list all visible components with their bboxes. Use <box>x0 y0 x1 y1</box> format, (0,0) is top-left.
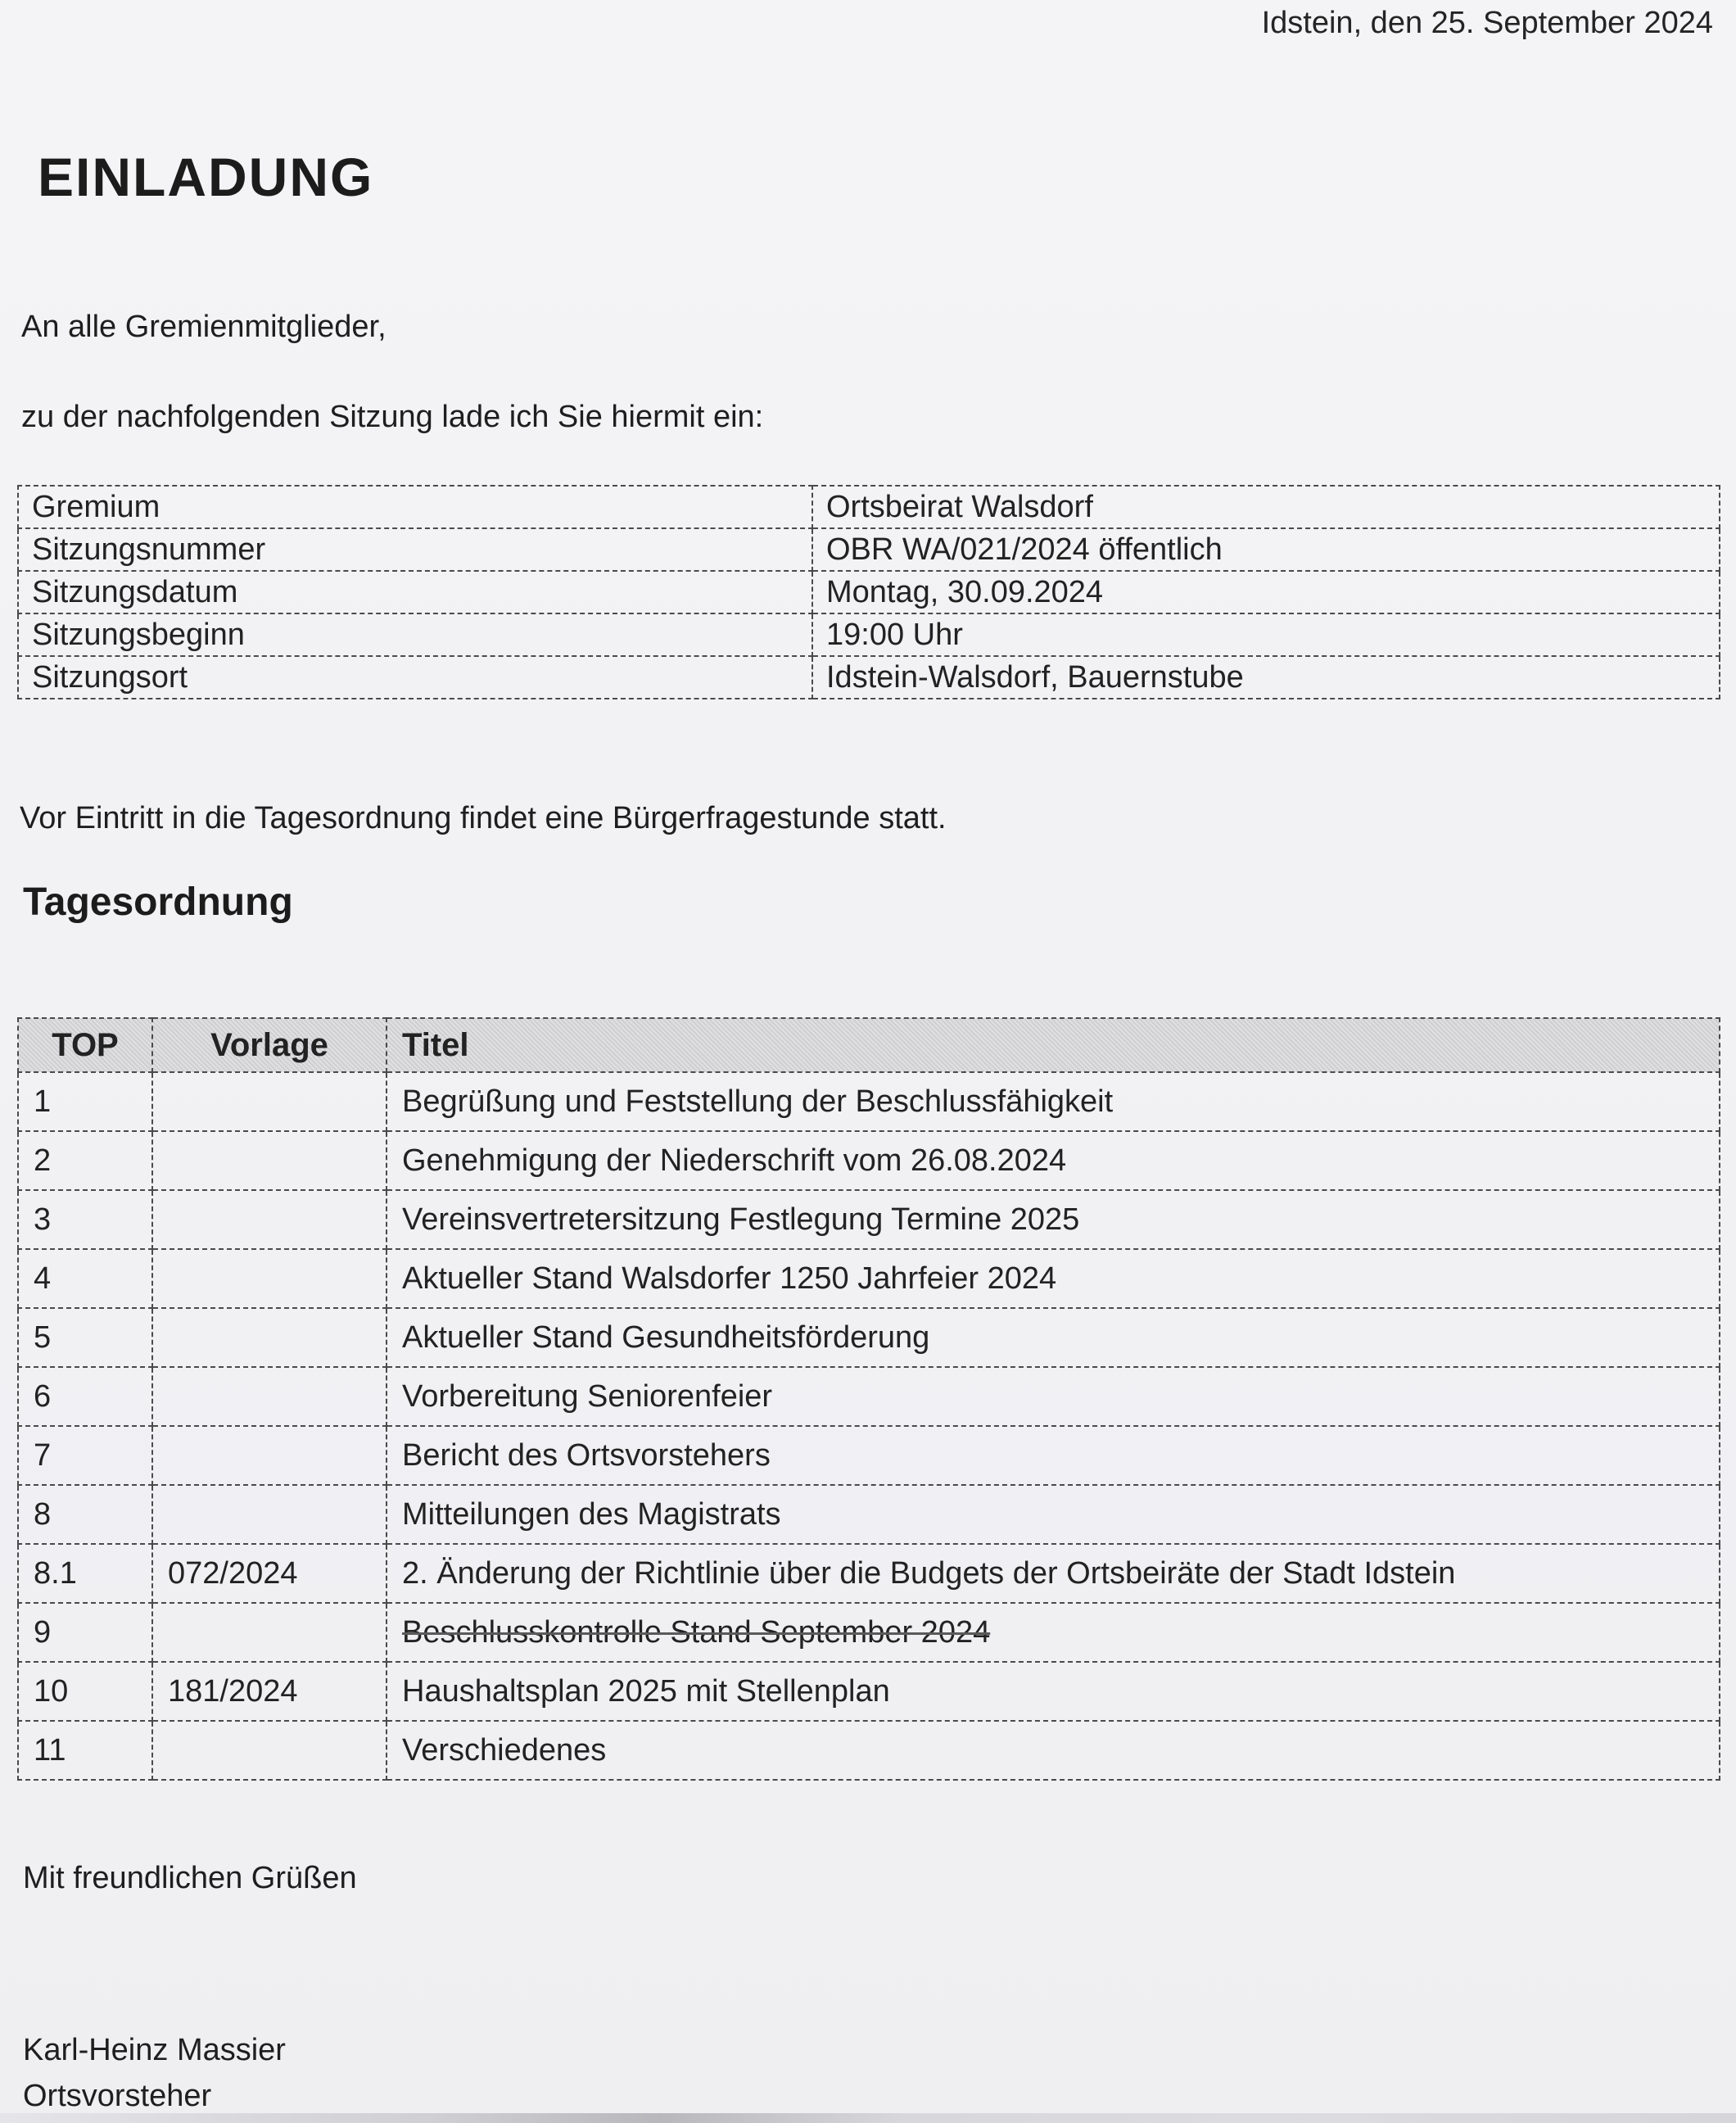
meeting-info-value: 19:00 Uhr <box>812 613 1720 656</box>
agenda-heading: Tagesordnung <box>23 880 293 924</box>
agenda-cell-vorlage <box>152 1426 387 1485</box>
meeting-info-value: OBR WA/021/2024 öffentlich <box>812 528 1720 571</box>
agenda-row <box>18 1662 1720 1721</box>
agenda-cell-top: 8 <box>18 1485 152 1544</box>
meeting-info-row <box>18 613 1720 656</box>
agenda-cell-titel: Haushaltsplan 2025 mit Stellenplan <box>387 1662 1720 1721</box>
agenda-row <box>18 1072 1720 1131</box>
agenda-row <box>18 1603 1720 1662</box>
agenda-row <box>18 1485 1720 1544</box>
meeting-info-row <box>18 571 1720 613</box>
agenda-table <box>17 1017 1720 1781</box>
document-title: EINLADUNG <box>38 147 374 207</box>
agenda-cell-top: 1 <box>18 1072 152 1131</box>
meeting-info-label: Gremium <box>18 486 812 528</box>
agenda-cell-vorlage <box>152 1131 387 1190</box>
agenda-column-header-titel: Titel <box>387 1018 1720 1072</box>
agenda-cell-vorlage <box>152 1308 387 1367</box>
agenda-cell-top: 8.1 <box>18 1544 152 1603</box>
agenda-header-row <box>18 1018 1720 1072</box>
agenda-cell-titel: Beschlusskontrolle Stand September 2024 <box>387 1603 1720 1662</box>
agenda-cell-top: 7 <box>18 1426 152 1485</box>
meeting-info-value: Idstein-Walsdorf, Bauernstube <box>812 656 1720 699</box>
agenda-row <box>18 1308 1720 1367</box>
agenda-cell-titel: Vorbereitung Seniorenfeier <box>387 1367 1720 1426</box>
agenda-cell-titel: Genehmigung der Niederschrift vom 26.08.2024 <box>387 1131 1720 1190</box>
agenda-cell-vorlage <box>152 1721 387 1780</box>
agenda-cell-vorlage <box>152 1072 387 1131</box>
agenda-column-header-vorlage: Vorlage <box>152 1018 387 1072</box>
agenda-cell-top: 9 <box>18 1603 152 1662</box>
agenda-cell-titel: Aktueller Stand Walsdorfer 1250 Jahrfeier 2024 <box>387 1249 1720 1308</box>
agenda-row <box>18 1190 1720 1249</box>
meeting-info-row <box>18 528 1720 571</box>
meeting-info-label: Sitzungsort <box>18 656 812 699</box>
agenda-cell-vorlage <box>152 1603 387 1662</box>
agenda-cell-titel: Bericht des Ortsvorstehers <box>387 1426 1720 1485</box>
pre-agenda-note: Vor Eintritt in die Tagesordnung findet eine Bürgerfragestunde statt. <box>20 801 947 835</box>
meeting-info-value: Montag, 30.09.2024 <box>812 571 1720 613</box>
salutation-line: An alle Gremienmitglieder, <box>21 310 387 344</box>
agenda-cell-top: 11 <box>18 1721 152 1780</box>
agenda-cell-titel: Verschiedenes <box>387 1721 1720 1780</box>
date-line: Idstein, den 25. September 2024 <box>1261 6 1713 40</box>
agenda-column-header-top: TOP <box>18 1018 152 1072</box>
intro-line: zu der nachfolgenden Sitzung lade ich Sie hiermit ein: <box>21 400 764 434</box>
agenda-cell-top: 3 <box>18 1190 152 1249</box>
agenda-row <box>18 1131 1720 1190</box>
signature-name: Karl-Heinz Massier <box>23 2033 286 2067</box>
agenda-cell-top: 4 <box>18 1249 152 1308</box>
agenda-row <box>18 1426 1720 1485</box>
meeting-info-label: Sitzungsbeginn <box>18 613 812 656</box>
agenda-cell-top: 5 <box>18 1308 152 1367</box>
agenda-cell-vorlage <box>152 1485 387 1544</box>
agenda-row <box>18 1721 1720 1780</box>
agenda-cell-titel: 2. Änderung der Richtlinie über die Budgets der Ortsbeiräte der Stadt Idstein <box>387 1544 1720 1603</box>
agenda-cell-vorlage: 072/2024 <box>152 1544 387 1603</box>
meeting-info-label: Sitzungsdatum <box>18 571 812 613</box>
agenda-cell-vorlage <box>152 1249 387 1308</box>
agenda-cell-vorlage <box>152 1190 387 1249</box>
meeting-info-row <box>18 486 1720 528</box>
scan-bottom-edge <box>0 2113 1736 2123</box>
agenda-table-body <box>18 1072 1720 1780</box>
agenda-row <box>18 1249 1720 1308</box>
agenda-cell-vorlage: 181/2024 <box>152 1662 387 1721</box>
agenda-cell-vorlage <box>152 1367 387 1426</box>
meeting-info-label: Sitzungsnummer <box>18 528 812 571</box>
meeting-info-value: Ortsbeirat Walsdorf <box>812 486 1720 528</box>
agenda-cell-top: 2 <box>18 1131 152 1190</box>
agenda-cell-titel: Aktueller Stand Gesundheitsförderung <box>387 1308 1720 1367</box>
agenda-cell-top: 10 <box>18 1662 152 1721</box>
agenda-cell-titel: Mitteilungen des Magistrats <box>387 1485 1720 1544</box>
agenda-row <box>18 1367 1720 1426</box>
signature-title: Ortsvorsteher <box>23 2079 212 2113</box>
meeting-info-table-body <box>18 486 1720 699</box>
closing-line: Mit freundlichen Grüßen <box>23 1861 357 1895</box>
agenda-row <box>18 1544 1720 1603</box>
agenda-cell-titel: Begrüßung und Feststellung der Beschlussfähigkeit <box>387 1072 1720 1131</box>
agenda-cell-top: 6 <box>18 1367 152 1426</box>
meeting-info-row <box>18 656 1720 699</box>
meeting-info-table <box>17 485 1720 699</box>
agenda-cell-titel: Vereinsvertretersitzung Festlegung Termine 2025 <box>387 1190 1720 1249</box>
